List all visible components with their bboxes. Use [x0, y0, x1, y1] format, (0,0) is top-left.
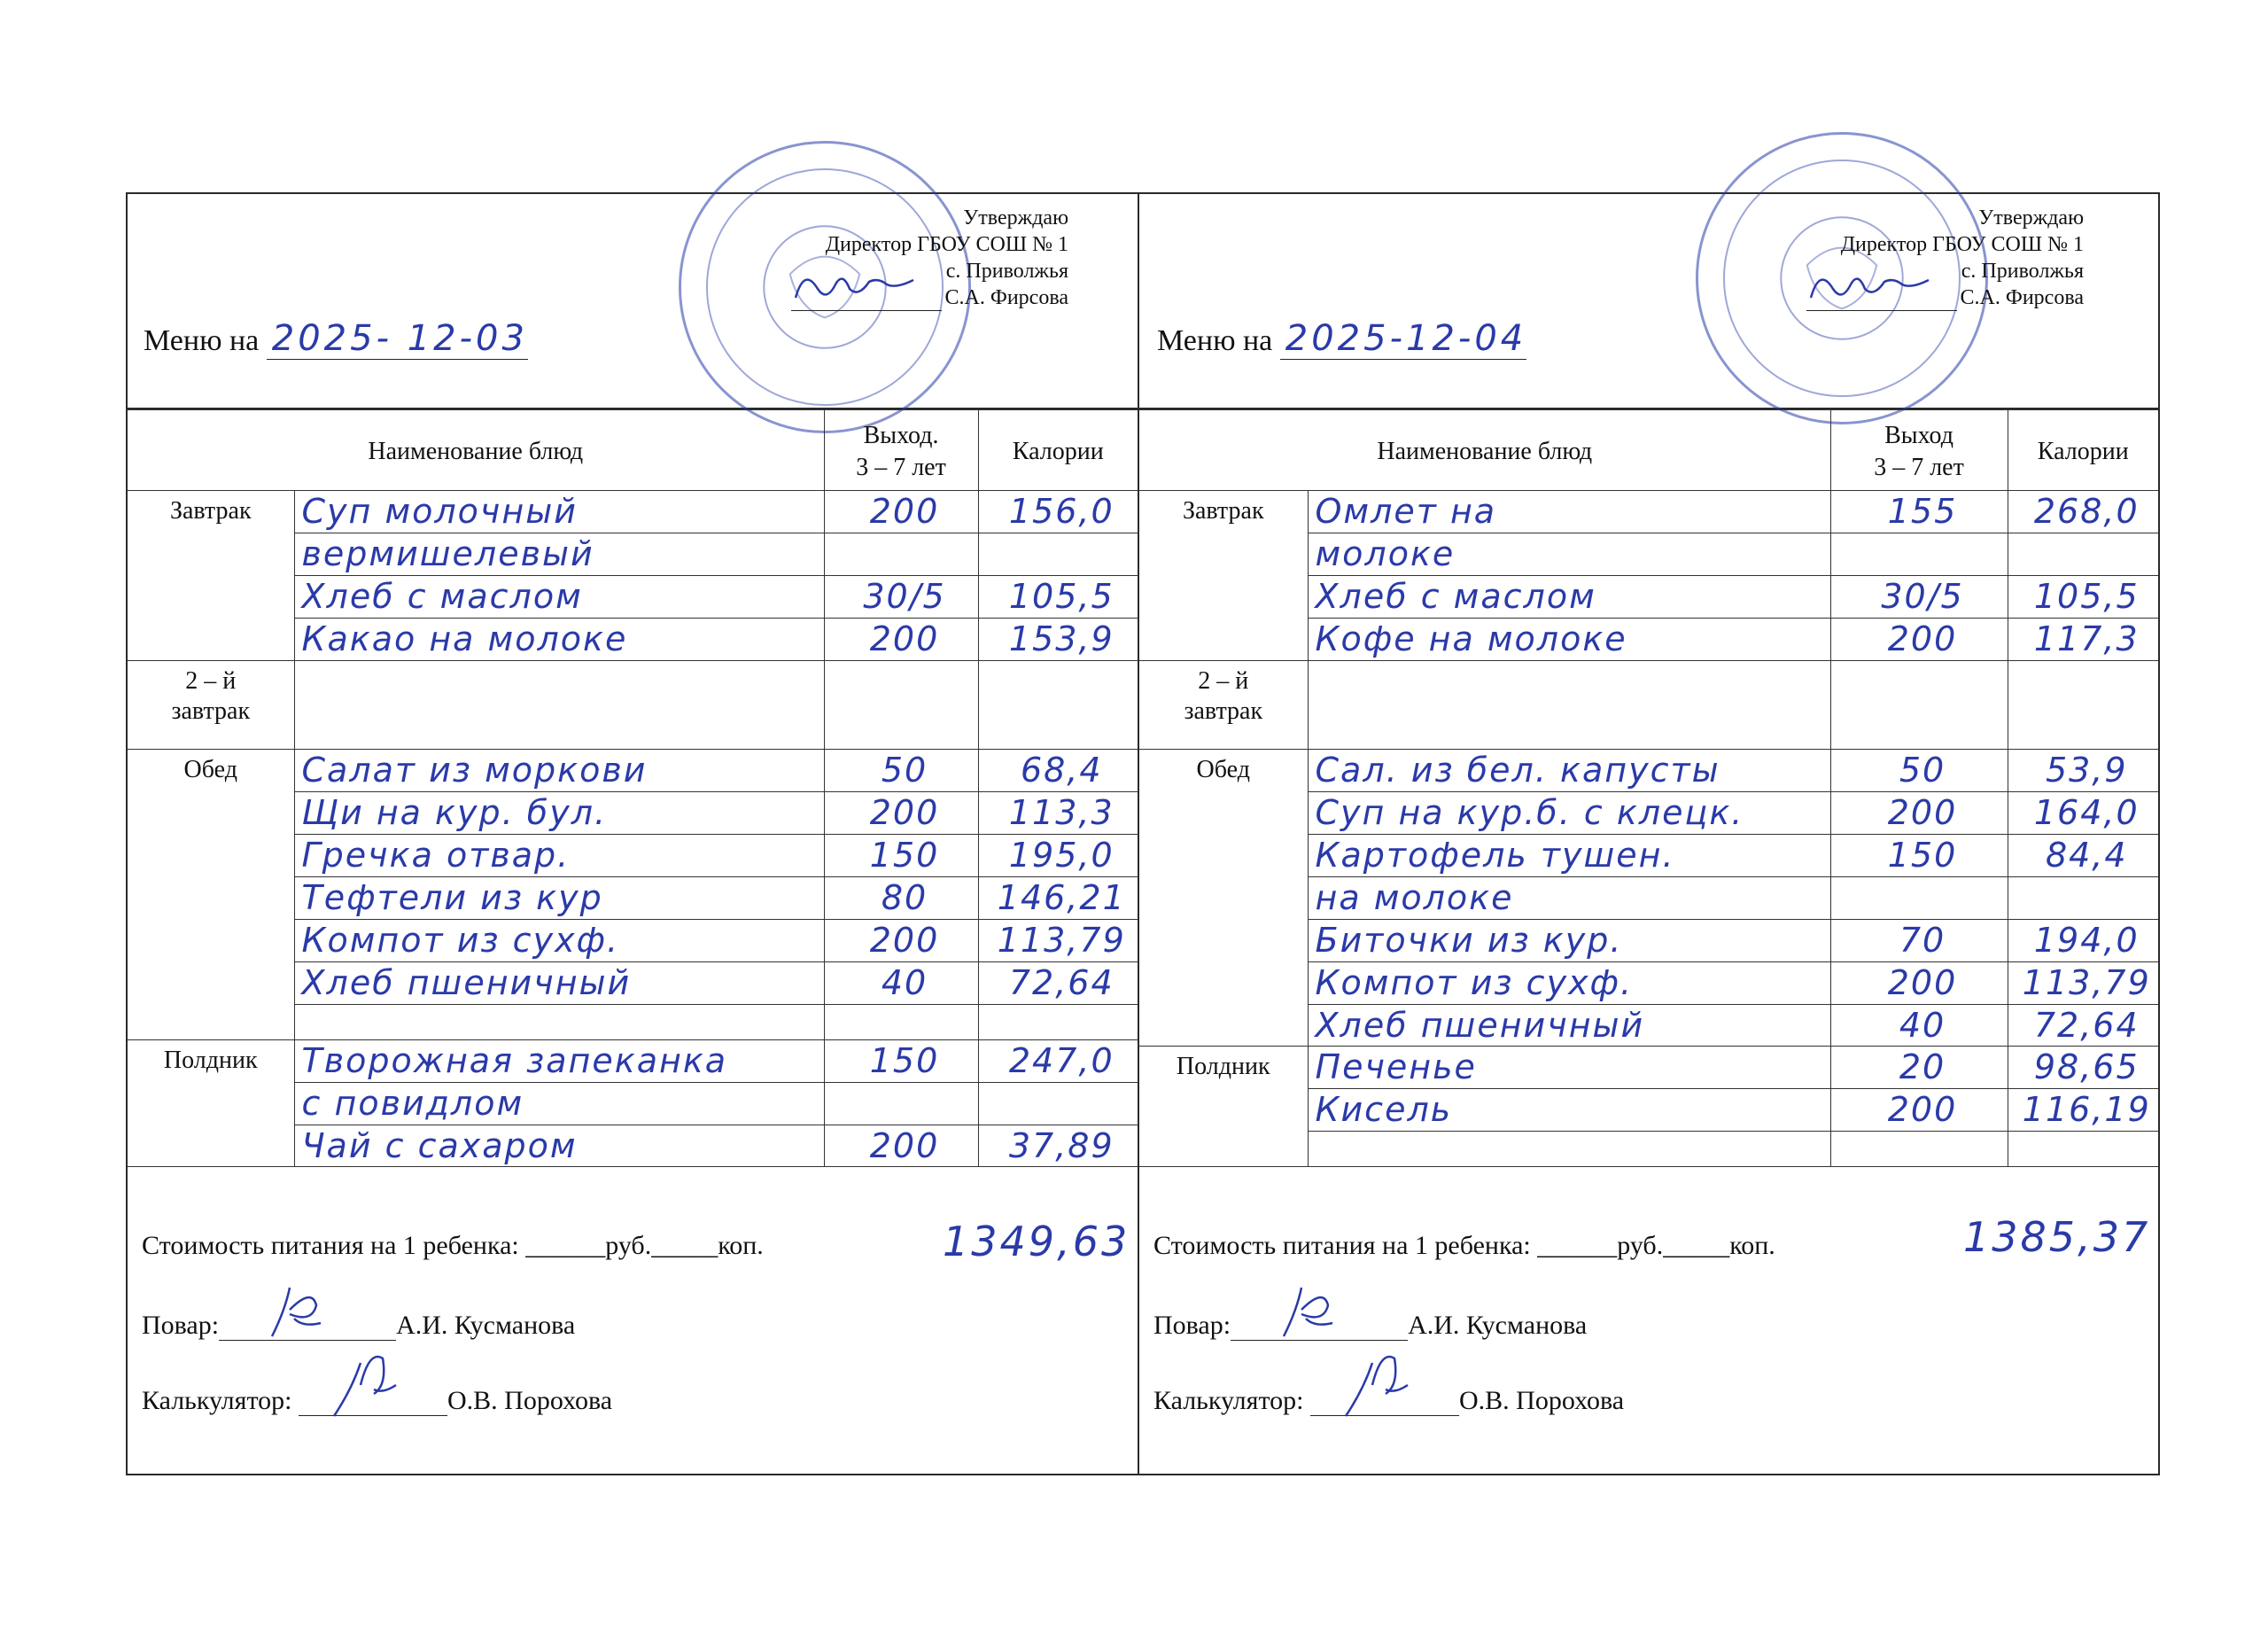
dish-cell: Салат из моркови — [294, 750, 824, 792]
signature-icon — [791, 271, 924, 307]
calories-cell: 117,3 — [2008, 619, 2158, 661]
yield-cell: 50 — [824, 750, 978, 792]
yield-cell: 155 — [1830, 491, 2008, 533]
menu-table — [128, 409, 1138, 1167]
yield-cell: 200 — [824, 619, 978, 661]
menu-table — [1139, 409, 2158, 1167]
cook-signature-line: Повар: А.И. Кусманова — [1153, 1311, 1587, 1341]
calc-signature-icon — [1337, 1350, 1417, 1420]
calories-cell: 268,0 — [2008, 491, 2158, 533]
approval-position: Директор ГБОУ СОШ № 1 — [825, 233, 1068, 256]
col-calories: Калории — [2008, 410, 2158, 491]
approval-position: Директор ГБОУ СОШ № 1 — [1840, 233, 2084, 256]
calories-cell — [978, 661, 1138, 750]
yield-cell: 200 — [824, 920, 978, 962]
table-row — [128, 661, 1138, 750]
calories-cell: 195,0 — [978, 835, 1138, 877]
dish-cell: Тефтели из кур — [294, 877, 824, 920]
dish-cell: Творожная запеканка — [294, 1040, 824, 1083]
menu-header — [128, 194, 1138, 409]
table-row — [1139, 661, 2158, 750]
calories-cell: 113,3 — [978, 792, 1138, 835]
yield-cell: 70 — [1830, 920, 2008, 962]
calories-cell: 164,0 — [2008, 792, 2158, 835]
menu-label: Меню на — [1157, 324, 1273, 357]
yield-cell: 50 — [1830, 750, 2008, 792]
calc-signature-icon — [325, 1350, 405, 1420]
signature-icon — [1806, 271, 1939, 307]
yield-cell: 200 — [1830, 962, 2008, 1005]
calories-cell: 247,0 — [978, 1040, 1138, 1083]
table-row — [1139, 750, 2158, 792]
menu-title — [1157, 318, 1526, 360]
cook-signature-line: Повар: А.И. Кусманова — [142, 1311, 575, 1341]
calories-cell — [978, 533, 1138, 576]
dish-cell: молоке — [1308, 533, 1830, 576]
calories-cell: 37,89 — [978, 1125, 1138, 1167]
calories-cell: 53,9 — [2008, 750, 2158, 792]
calories-cell — [2008, 533, 2158, 576]
table-row — [1139, 1047, 2158, 1089]
dish-cell: Компот из сухф. — [1308, 962, 1830, 1005]
meal-breakfast: Завтрак — [1139, 491, 1308, 661]
menu-right — [1139, 194, 2158, 1474]
calc-signature-line: Калькулятор: О.В. Порохова — [1153, 1386, 1624, 1416]
director-name: С.А. Фирсова — [944, 286, 1068, 309]
dish-cell: Гречка отвар. — [294, 835, 824, 877]
menu-date: 2025- 12-03 — [267, 318, 528, 360]
calories-cell: 146,21 — [978, 877, 1138, 920]
yield-cell: 40 — [1830, 1005, 2008, 1047]
yield-cell: 200 — [824, 491, 978, 533]
menu-header — [1139, 194, 2158, 409]
yield-cell — [824, 1083, 978, 1125]
yield-cell — [1830, 533, 2008, 576]
table-row — [128, 491, 1138, 533]
calories-cell — [978, 1083, 1138, 1125]
dish-cell: Щи на кур. бул. — [294, 792, 824, 835]
table-header-row — [1139, 410, 2158, 491]
calories-cell: 156,0 — [978, 491, 1138, 533]
dish-cell: Компот из сухф. — [294, 920, 824, 962]
meal-snack: Полдник — [1139, 1047, 1308, 1167]
dish-cell — [294, 661, 824, 750]
calories-cell — [2008, 877, 2158, 920]
table-row — [128, 1040, 1138, 1083]
menu-date: 2025-12-04 — [1280, 318, 1526, 360]
meal-breakfast: Завтрак — [128, 491, 294, 661]
dish-cell: на молоке — [1308, 877, 1830, 920]
meal-second-breakfast: 2 – й завтрак — [1139, 661, 1308, 750]
col-yield: Выход. 3 – 7 лет — [824, 410, 978, 491]
dish-cell: Омлет на — [1308, 491, 1830, 533]
cook-signature-icon — [1266, 1283, 1346, 1345]
director-signature — [1806, 291, 1957, 311]
cook-name: А.И. Кусманова — [1408, 1311, 1588, 1340]
calc-name: О.В. Порохова — [1459, 1386, 1625, 1415]
menu-title — [144, 318, 528, 360]
approval-title: Утверждаю — [1978, 206, 2084, 230]
calories-cell: 113,79 — [2008, 962, 2158, 1005]
dish-cell — [1308, 661, 1830, 750]
meal-lunch: Обед — [1139, 750, 1308, 1047]
yield-cell: 80 — [824, 877, 978, 920]
dish-cell: вермишелевый — [294, 533, 824, 576]
dish-cell: Печенье — [1308, 1047, 1830, 1089]
yield-cell: 200 — [824, 792, 978, 835]
calories-cell — [2008, 1132, 2158, 1167]
dish-cell — [294, 1005, 824, 1040]
calc-name: О.В. Порохова — [447, 1386, 613, 1415]
col-dishes: Наименование блюд — [1139, 410, 1830, 491]
dish-cell: Хлеб пшеничный — [294, 962, 824, 1005]
yield-cell — [1830, 877, 2008, 920]
dish-cell: Чай с сахаром — [294, 1125, 824, 1167]
dish-cell: Кисель — [1308, 1089, 1830, 1132]
dish-cell: Хлеб с маслом — [1308, 576, 1830, 619]
calories-cell: 194,0 — [2008, 920, 2158, 962]
yield-cell — [1830, 661, 2008, 750]
yield-cell: 150 — [824, 835, 978, 877]
menu-left — [128, 194, 1139, 1474]
calories-cell: 105,5 — [2008, 576, 2158, 619]
calories-cell: 153,9 — [978, 619, 1138, 661]
col-calories: Калории — [978, 410, 1138, 491]
yield-cell: 200 — [1830, 1089, 2008, 1132]
yield-cell: 20 — [1830, 1047, 2008, 1089]
yield-cell — [824, 533, 978, 576]
cost-label: Стоимость питания на 1 ребенка: ______руб._____коп. — [142, 1231, 764, 1260]
calories-cell — [2008, 661, 2158, 750]
director-name: С.А. Фирсова — [1960, 286, 2084, 309]
yield-cell: 200 — [1830, 792, 2008, 835]
calories-cell: 116,19 — [2008, 1089, 2158, 1132]
dish-cell: с повидлом — [294, 1083, 824, 1125]
yield-cell: 150 — [1830, 835, 2008, 877]
dish-cell: Суп молочный — [294, 491, 824, 533]
director-signature — [791, 291, 942, 311]
yield-cell: 30/5 — [1830, 576, 2008, 619]
daily-total: 1385,37 — [1963, 1213, 2151, 1261]
calories-cell: 84,4 — [2008, 835, 2158, 877]
cook-name: А.И. Кусманова — [396, 1311, 576, 1340]
menu-label: Меню на — [144, 324, 260, 357]
calories-cell: 113,79 — [978, 920, 1138, 962]
yield-cell: 200 — [1830, 619, 2008, 661]
dish-cell: Картофель тушен. — [1308, 835, 1830, 877]
approval-location: с. Приволжья — [1961, 260, 2084, 283]
dish-cell: Биточки из кур. — [1308, 920, 1830, 962]
dish-cell: Сал. из бел. капусты — [1308, 750, 1830, 792]
daily-total: 1349,63 — [943, 1218, 1130, 1265]
approval-block — [791, 205, 1068, 311]
calories-cell: 98,65 — [2008, 1047, 2158, 1089]
dish-cell: Кофе на молоке — [1308, 619, 1830, 661]
table-row — [1139, 491, 2158, 533]
calc-signature-line: Калькулятор: О.В. Порохова — [142, 1386, 612, 1416]
dish-cell: Хлеб пшеничный — [1308, 1005, 1830, 1047]
calories-cell: 68,4 — [978, 750, 1138, 792]
approval-title: Утверждаю — [963, 206, 1068, 230]
approval-location: с. Приволжья — [945, 260, 1068, 283]
menu-sheet — [126, 192, 2160, 1475]
dish-cell: Какао на молоке — [294, 619, 824, 661]
meal-second-breakfast: 2 – й завтрак — [128, 661, 294, 750]
yield-cell: 30/5 — [824, 576, 978, 619]
table-header-row — [128, 410, 1138, 491]
cook-signature-icon — [254, 1283, 334, 1345]
calories-cell: 105,5 — [978, 576, 1138, 619]
calories-cell: 72,64 — [978, 962, 1138, 1005]
dish-cell: Суп на кур.б. с клецк. — [1308, 792, 1830, 835]
yield-cell — [1830, 1132, 2008, 1167]
yield-cell: 150 — [824, 1040, 978, 1083]
table-row — [128, 750, 1138, 792]
meal-lunch: Обед — [128, 750, 294, 1040]
dish-cell: Хлеб с маслом — [294, 576, 824, 619]
approval-block — [1806, 205, 2084, 311]
yield-cell — [824, 1005, 978, 1040]
col-yield: Выход 3 – 7 лет — [1830, 410, 2008, 491]
yield-cell: 40 — [824, 962, 978, 1005]
dish-cell — [1308, 1132, 1830, 1167]
yield-cell: 200 — [824, 1125, 978, 1167]
calories-cell — [978, 1005, 1138, 1040]
col-dishes: Наименование блюд — [128, 410, 824, 491]
calories-cell: 72,64 — [2008, 1005, 2158, 1047]
yield-cell — [824, 661, 978, 750]
cost-label: Стоимость питания на 1 ребенка: ______руб._____коп. — [1153, 1231, 1775, 1260]
meal-snack: Полдник — [128, 1040, 294, 1167]
